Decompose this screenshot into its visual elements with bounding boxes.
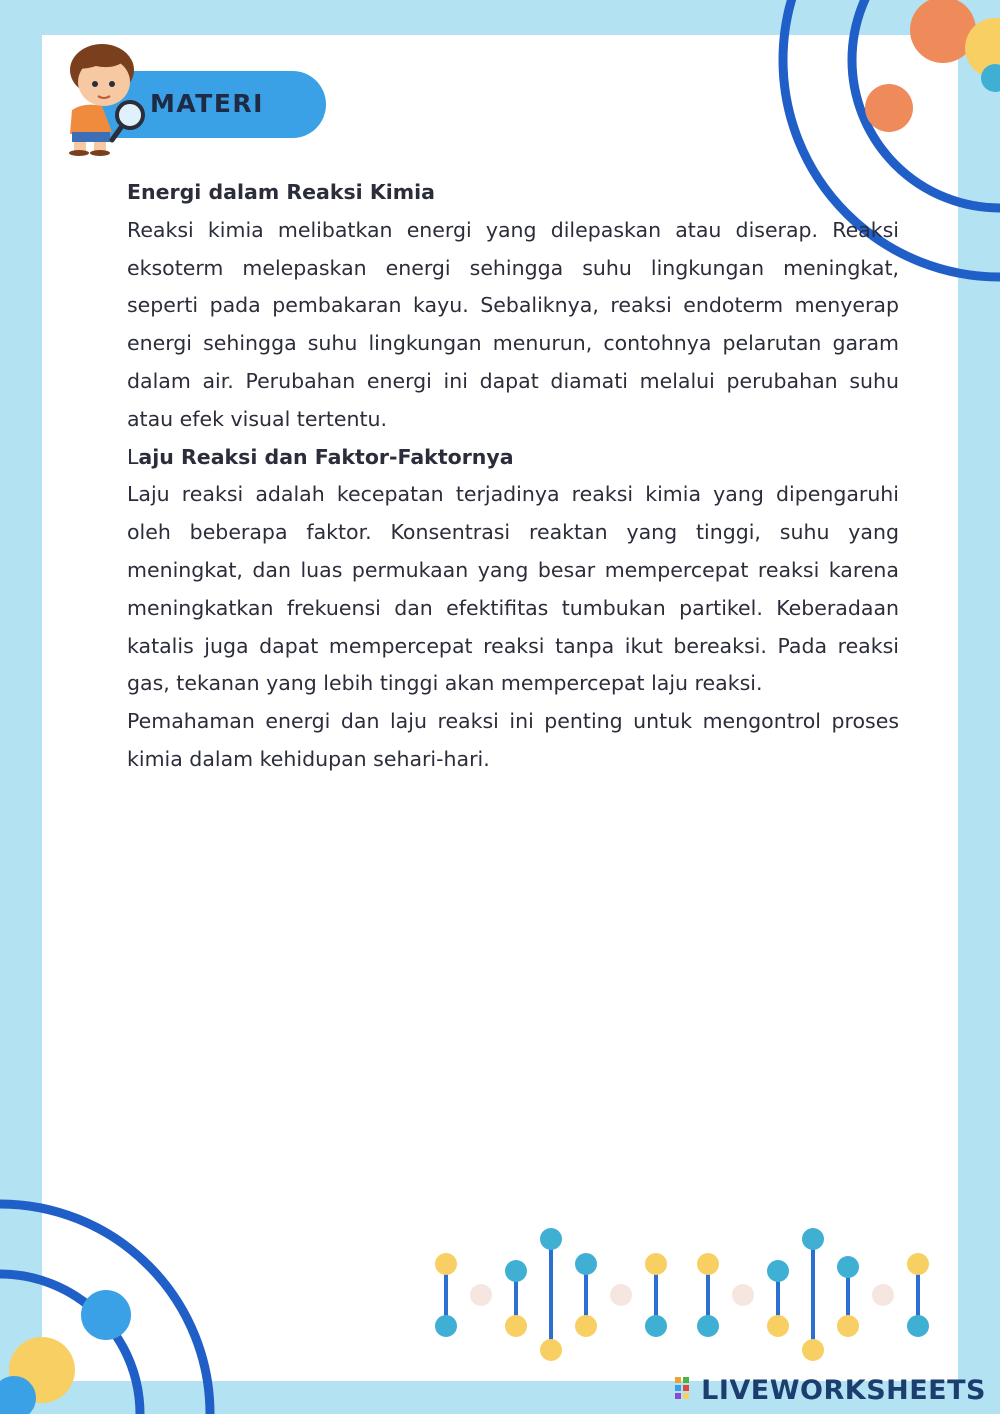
liveworksheets-icon [675, 1377, 697, 1403]
liveworksheets-text: LIVEWORKSHEETS [701, 1374, 986, 1406]
kid-magnifier-icon [52, 40, 152, 156]
content-body [127, 174, 899, 779]
heading-first-letter: L [127, 444, 139, 469]
dot-teal [981, 64, 1000, 92]
dot-blue-bottom-small [0, 1376, 36, 1414]
section-paragraph-laju: Laju reaksi adalah kecepatan terjadinya reaksi kimia yang dipengaruhi oleh beberapa faktor. Konsentrasi reaktan yang tinggi, suhu yang meningkat, dan luas permukaan yang besar mempercepat reaksi karena meningkatkan frekuensi dan efektifitas tumbukan partikel. Keberadaan katalis juga dapat mempercepat reaksi tanpa ikut bereaksi. Pada reaksi gas, tekanan yang lebih tinggi akan mempercepat laju reaksi. [127, 482, 899, 696]
dot-yellow [965, 18, 1000, 78]
section-heading-energi: Energi dalam Reaksi Kimia [127, 180, 435, 204]
closing-paragraph: Pemahaman energi dan laju reaksi ini penting untuk mengontrol proses kimia dalam kehidupan sehari-hari. [127, 709, 899, 771]
liveworksheets-logo [675, 1370, 986, 1410]
section-heading-laju [127, 439, 899, 477]
header-title: MATERI [150, 89, 264, 118]
heading-rest: aju Reaksi dan Faktor-Faktornya [138, 444, 514, 469]
section-paragraph-energi: Reaksi kimia melibatkan energi yang dilepaskan atau diserap. Reaksi eksoterm melepaskan energi sehingga suhu lingkungan meningkat, seperti pada pembakaran kayu. Sebaliknya, reaksi endoterm menyerap energi sehingga suhu lingkungan menurun, contohnya pelarutan garam dalam air. Perubahan energi ini dapat diamati melalui perubahan suhu atau efek visual tertentu. [127, 217, 899, 431]
